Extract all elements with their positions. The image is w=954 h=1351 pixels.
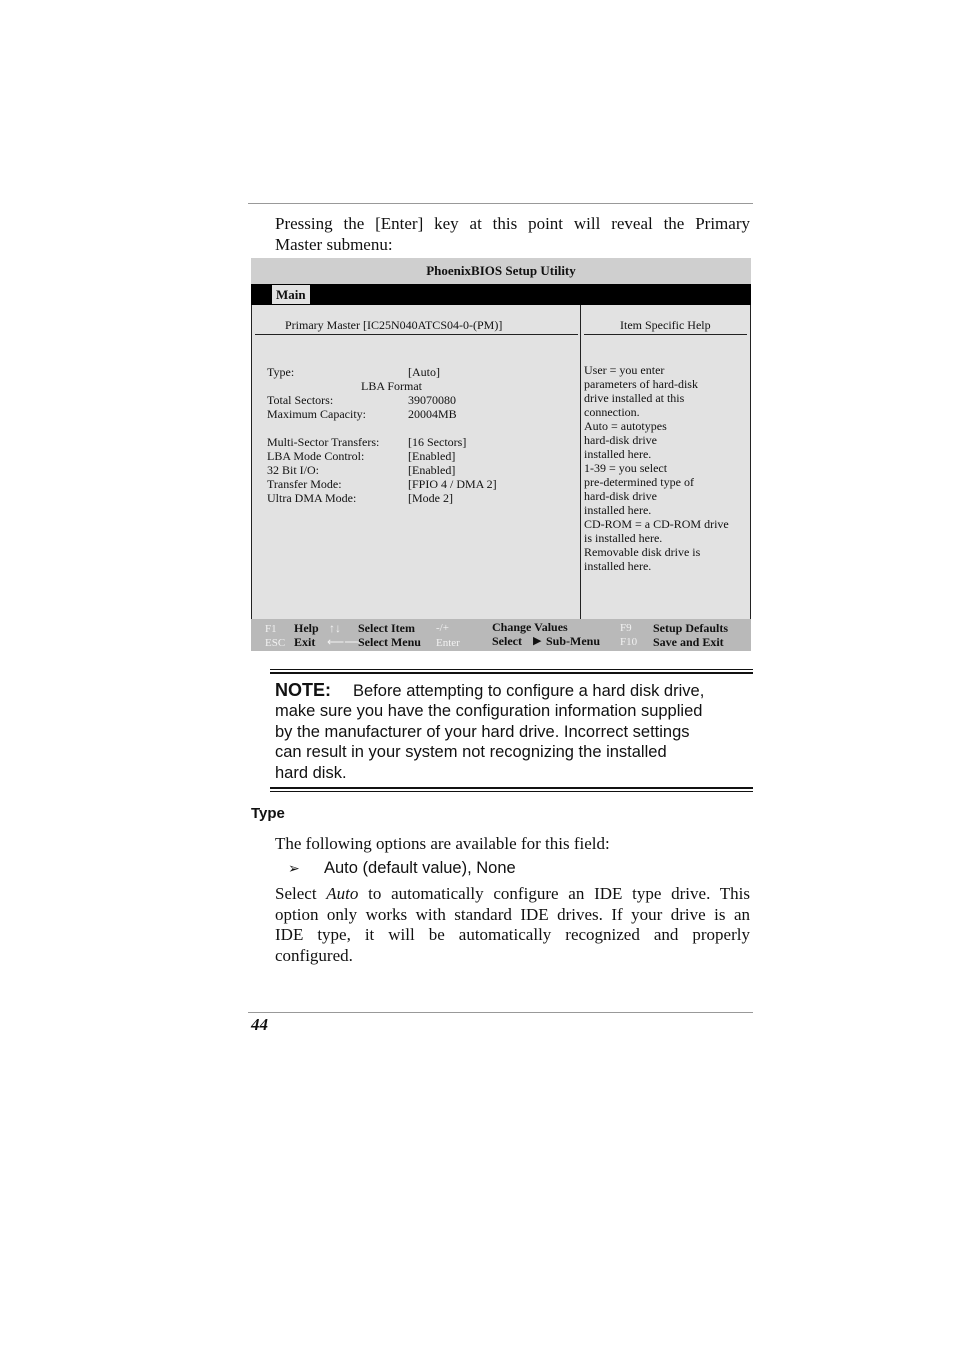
bios-field-max-capacity-value: 20004MB	[408, 407, 457, 421]
note-top-rule-thick	[270, 672, 753, 674]
footer-select-item: Select Item	[358, 621, 415, 635]
options-intro: The following options are available for this field:	[275, 834, 610, 853]
note-line-1: Before attempting to configure a hard disk drive,	[353, 682, 705, 700]
type-line-1	[275, 884, 750, 905]
note-line-3: by the manufacturer of your hard drive. Incorrect settings	[275, 722, 690, 741]
bios-right-header: Item Specific Help	[620, 318, 711, 332]
footer-help: Help	[294, 621, 319, 635]
bullet-item	[288, 859, 516, 878]
field-label: Type:	[267, 365, 295, 379]
bios-field-32bit-label: 32 Bit I/O:	[267, 463, 320, 477]
bios-field-multisector-label: Multi-Sector Transfers:	[267, 435, 380, 449]
footer-rule	[248, 1012, 753, 1013]
footer-select-menu: Select Menu	[358, 635, 421, 649]
type-line-1-em: Auto	[326, 884, 359, 903]
bios-field-type[interactable]	[267, 365, 294, 379]
leftright-arrows-icon: ⟵⟶	[327, 635, 362, 649]
note-line-2: make sure you have the configuration information supplied	[275, 702, 703, 721]
footer-select: Select	[492, 634, 522, 648]
footer-save-exit: Save and Exit	[653, 635, 724, 649]
bios-help-text: User = you enter parameters of hard-disk drive installed at this connection. Auto = autotypes hard-disk drive installed here. 1-39 = you select pre-determined type of hard-disk drive installed here. CD-ROM = a CD-ROM drive is installed here. Removable disk drive is installed here.	[584, 363, 729, 573]
intro-line-2: Master submenu:	[275, 234, 393, 254]
note-line-4: can result in your system not recognizing the installed	[275, 743, 667, 762]
header-rule	[248, 203, 753, 204]
updown-arrows-icon: ↑↓	[329, 621, 341, 635]
type-line-1a: Select	[275, 884, 327, 903]
bios-field-total-sectors-value: 39070080	[408, 393, 456, 407]
key-f10: F10	[620, 636, 638, 648]
tab-main[interactable]: Main	[272, 285, 310, 304]
bios-left-header-rule	[255, 334, 578, 335]
bios-field-lba-mode-value[interactable]: [Enabled]	[408, 449, 456, 463]
section-heading: Type	[251, 805, 285, 822]
note-line-5: hard disk.	[275, 763, 347, 782]
bullet-text: Auto (default value), None	[324, 859, 516, 877]
key-plusminus: -/+	[436, 622, 449, 634]
bios-field-max-capacity-label: Maximum Capacity:	[267, 407, 366, 421]
key-esc: ESC	[265, 637, 286, 649]
bios-title: PhoenixBIOS Setup Utility	[251, 258, 751, 284]
type-line-3: IDE type, it will be automatically recognized and properly	[275, 925, 750, 944]
arrow-bullet-icon: ➢	[288, 860, 300, 876]
bios-left-header: Primary Master [IC25N040ATCS04-0-(PM)]	[285, 318, 503, 332]
triangle-right-icon: ▶	[533, 635, 542, 647]
type-line-4: configured.	[275, 945, 353, 965]
bios-screenshot	[251, 258, 751, 651]
bios-field-ultra-dma-label: Ultra DMA Mode:	[267, 491, 357, 505]
bios-panel-divider	[580, 305, 581, 619]
bios-field-lba-mode-label: LBA Mode Control:	[267, 449, 365, 463]
type-line-2: option only works with standard IDE drives. If your drive is an	[275, 904, 750, 924]
bios-field-total-sectors-label: Total Sectors:	[267, 393, 334, 407]
type-line-1b: to automatically configure an IDE type drive. This	[358, 884, 750, 903]
note-box	[275, 680, 757, 783]
bios-menu-bar	[251, 284, 751, 305]
note-bottom-rule-thick	[270, 787, 753, 789]
bios-field-transfer-mode-value[interactable]: [FPIO 4 / DMA 2]	[408, 477, 497, 491]
bios-right-header-rule	[584, 334, 747, 335]
footer-change-values: Change Values	[492, 620, 568, 634]
key-f1: F1	[265, 623, 277, 635]
note-label: NOTE:	[275, 680, 331, 700]
bios-footer	[251, 619, 751, 651]
intro-paragraph	[275, 214, 750, 255]
key-enter: Enter	[436, 637, 460, 649]
bios-field-32bit-value[interactable]: [Enabled]	[408, 463, 456, 477]
bios-field-ultra-dma-value[interactable]: [Mode 2]	[408, 491, 453, 505]
footer-setup-defaults: Setup Defaults	[653, 621, 729, 635]
footer-sub-menu: Sub-Menu	[546, 634, 601, 648]
bios-field-lba-format: LBA Format	[361, 379, 423, 393]
footer-exit: Exit	[294, 635, 316, 649]
type-paragraph	[275, 884, 750, 966]
bios-field-multisector-value[interactable]: [16 Sectors]	[408, 435, 467, 449]
note-bottom-rule	[270, 791, 753, 792]
page-number: 44	[251, 1015, 268, 1034]
bios-field-transfer-mode-label: Transfer Mode:	[267, 477, 342, 491]
intro-line-1: Pressing the [Enter] key at this point will reveal the Primary	[275, 214, 750, 233]
key-f9: F9	[620, 622, 632, 634]
bios-field-type-value[interactable]: [Auto]	[408, 365, 440, 379]
note-top-rule	[270, 669, 753, 670]
